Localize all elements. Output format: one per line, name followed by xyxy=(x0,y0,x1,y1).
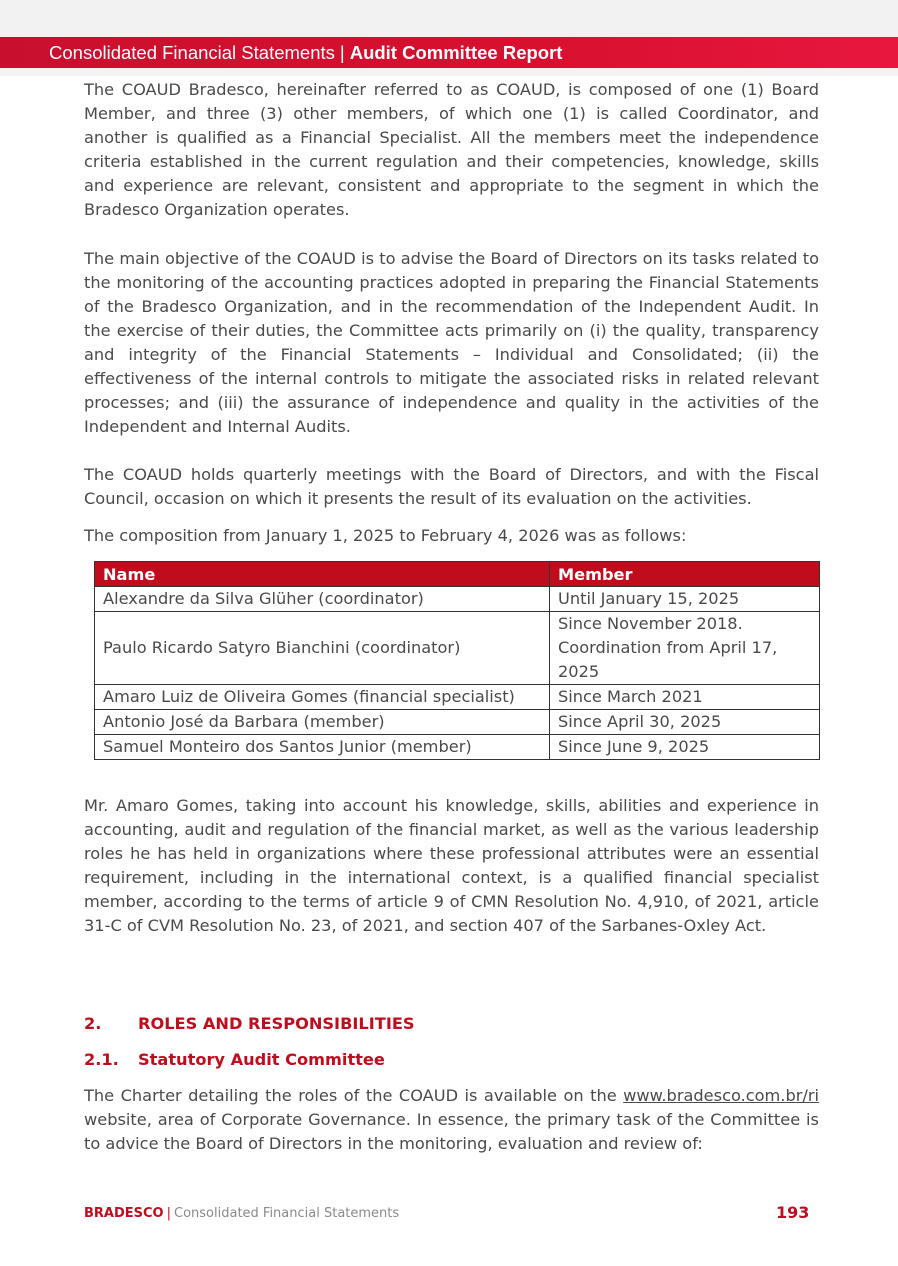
paragraph-table-intro: The composition from January 1, 2025 to February 4, 2026 was as follows: xyxy=(84,526,687,545)
cell-name: Antonio José da Barbara (member) xyxy=(95,710,550,735)
section-number: 2.1. xyxy=(84,1050,119,1069)
charter-text-before: The Charter detailing the roles of the COAUD is available on the xyxy=(84,1086,617,1105)
column-header-member: Member xyxy=(550,562,820,587)
table-header-row xyxy=(95,562,820,587)
section-heading-2 xyxy=(84,1012,415,1036)
cell-name: Alexandre da Silva Glüher (coordinator) xyxy=(95,587,550,612)
header-banner xyxy=(0,37,898,68)
cell-name: Amaro Luiz de Oliveira Gomes (financial specialist) xyxy=(95,685,550,710)
table-row xyxy=(95,612,820,685)
footer-separator: | xyxy=(166,1206,171,1221)
table-row xyxy=(95,685,820,710)
header-title: Audit Committee Report xyxy=(349,42,563,63)
table-row xyxy=(95,587,820,612)
paragraph-composition: The COAUD Bradesco, hereinafter referred to as COAUD, is composed of one (1) Board Member, and three (3) other members, of which one (1) is called Coordinator, and another is qualified as a Financial Specialist. All the members meet the independence criteria established in the current regulation and their competencies, knowledge, skills and experience are relevant, consistent and appropriate to the segment in which the Bradesco Organization operates. xyxy=(84,80,819,219)
section-heading-2-1 xyxy=(84,1048,385,1072)
cell-name: Paulo Ricardo Satyro Bianchini (coordinator) xyxy=(95,612,550,685)
section-title: Statutory Audit Committee xyxy=(138,1050,385,1069)
footer-label: Consolidated Financial Statements xyxy=(174,1206,400,1221)
cell-member: Until January 15, 2025 xyxy=(550,587,820,612)
cell-member: Since April 30, 2025 xyxy=(550,710,820,735)
table-row xyxy=(95,735,820,760)
paragraph-meetings: The COAUD holds quarterly meetings with the Board of Directors, and with the Fiscal Council, occasion on which it presents the result of its evaluation on the activities. xyxy=(84,465,819,508)
composition-table xyxy=(94,561,820,760)
ri-website-link[interactable]: www.bradesco.com.br/ri xyxy=(623,1086,819,1105)
section-number: 2. xyxy=(84,1014,102,1033)
cell-name: Samuel Monteiro dos Santos Junior (member) xyxy=(95,735,550,760)
paragraph-objective: The main objective of the COAUD is to advise the Board of Directors on its tasks related to the monitoring of the accounting practices adopted in preparing the Financial Statements of the Bradesco Organization, and in the recommendation of the Independent Audit. In the exercise of their duties, the Committee acts primarily on (i) the quality, transparency and integrity of the Financial Statements – Individual and Consolidated; (ii) the effectiveness of the internal controls to mitigate the associated risks in related relevant processes; and (iii) the assurance of independence and quality in the activities of the Independent and Internal Audits. xyxy=(84,249,819,436)
cell-member: Since June 9, 2025 xyxy=(550,735,820,760)
charter-text-after: website, area of Corporate Governance. In essence, the primary task of the Committee is to advice the Board of Directors in the monitoring, evaluation and review of: xyxy=(84,1110,819,1153)
cell-member: Since November 2018. Coordination from April 17, 2025 xyxy=(550,612,820,685)
page-number: 193 xyxy=(776,1203,810,1222)
paragraph-charter xyxy=(84,1084,819,1156)
paragraph-financial-specialist: Mr. Amaro Gomes, taking into account his knowledge, skills, abilities and experience in accounting, audit and regulation of the financial market, as well as the various leadership roles he has held in organizations where these professional attributes were an essential requirement, including in the international context, is a qualified financial specialist member, according to the terms of article 9 of CMN Resolution No. 4,910, of 2021, article 31-C of CVM Resolution No. 23, of 2021, and section 407 of the Sarbanes-Oxley Act. xyxy=(84,796,819,935)
section-title: ROLES AND RESPONSIBILITIES xyxy=(138,1014,415,1033)
page-footer xyxy=(84,1206,399,1221)
column-header-name: Name xyxy=(95,562,550,587)
footer-brand: BRADESCO xyxy=(84,1206,164,1221)
table-row xyxy=(95,710,820,735)
header-section: Consolidated Financial Statements xyxy=(49,42,335,63)
top-margin xyxy=(0,0,898,37)
header-separator: | xyxy=(339,42,345,63)
cell-member: Since March 2021 xyxy=(550,685,820,710)
header-underband xyxy=(0,68,898,76)
